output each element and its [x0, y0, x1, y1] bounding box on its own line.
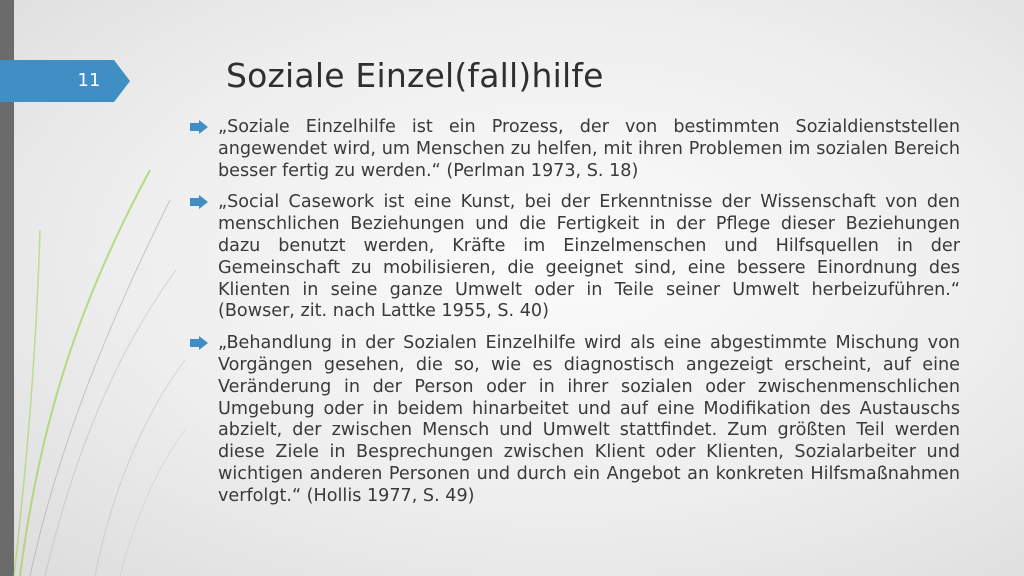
arrow-right-icon [190, 336, 208, 350]
slide-number: 11 [77, 70, 101, 91]
slide-title: Soziale Einzel(fall)hilfe [226, 56, 604, 95]
bullet-item-hollis [190, 333, 960, 507]
bullet-item-bowser [190, 192, 960, 323]
bullet-text: „Social Casework ist eine Kunst, bei der Erkenntnisse der Wissenschaft von den menschlichen Beziehungen und die Fertigkeit in der Pflege dieser Beziehungen dazu benutzt werden, Kräfte im Einzelmenschen und Hilfsquellen in der Gemeinschaft zu mobilisieren, die geeignet sind, eine bessere Einordnung des Klienten in seine ganze Umwelt oder in Teile seiner Umwelt herbeizuführen.“ (Bowser, zit. nach Lattke 1955, S. 40) [218, 192, 960, 322]
arrow-right-icon [190, 120, 208, 134]
bullet-text: „Soziale Einzelhilfe ist ein Prozess, der von bestimmten Sozialdienststellen angewendet wird, um Menschen zu helfen, mit ihren Problemen im sozialen Bereich besser fertig zu werden.“ (Perlman 1973, S. 18) [218, 117, 960, 181]
bullet-text: „Behandlung in der Sozialen Einzelhilfe wird als eine abgestimmte Mischung von Vorgängen gesehen, die so, wie es diagnostisch angezeigt erscheint, auf eine Veränderung in der Person oder in ihrer sozialen oder zwischenmenschlichen Umgebung oder in beidem hinarbeitet und auf eine Modifikation des Austauschs abzielt, der zwischen Mensch und Umwelt stattfindet. Zum größten Teil werden diese Ziele in Besprechungen zwischen Klient oder Klienten, Sozialarbeiter und wichtigen anderen Personen und durch ein Angebot an konkreten Hilfsmaßnahmen verfolgt.“ (Hollis 1977, S. 49) [218, 333, 960, 506]
bullet-list [190, 117, 960, 518]
bullet-item-perlman [190, 117, 960, 182]
arrow-right-icon [190, 195, 208, 209]
